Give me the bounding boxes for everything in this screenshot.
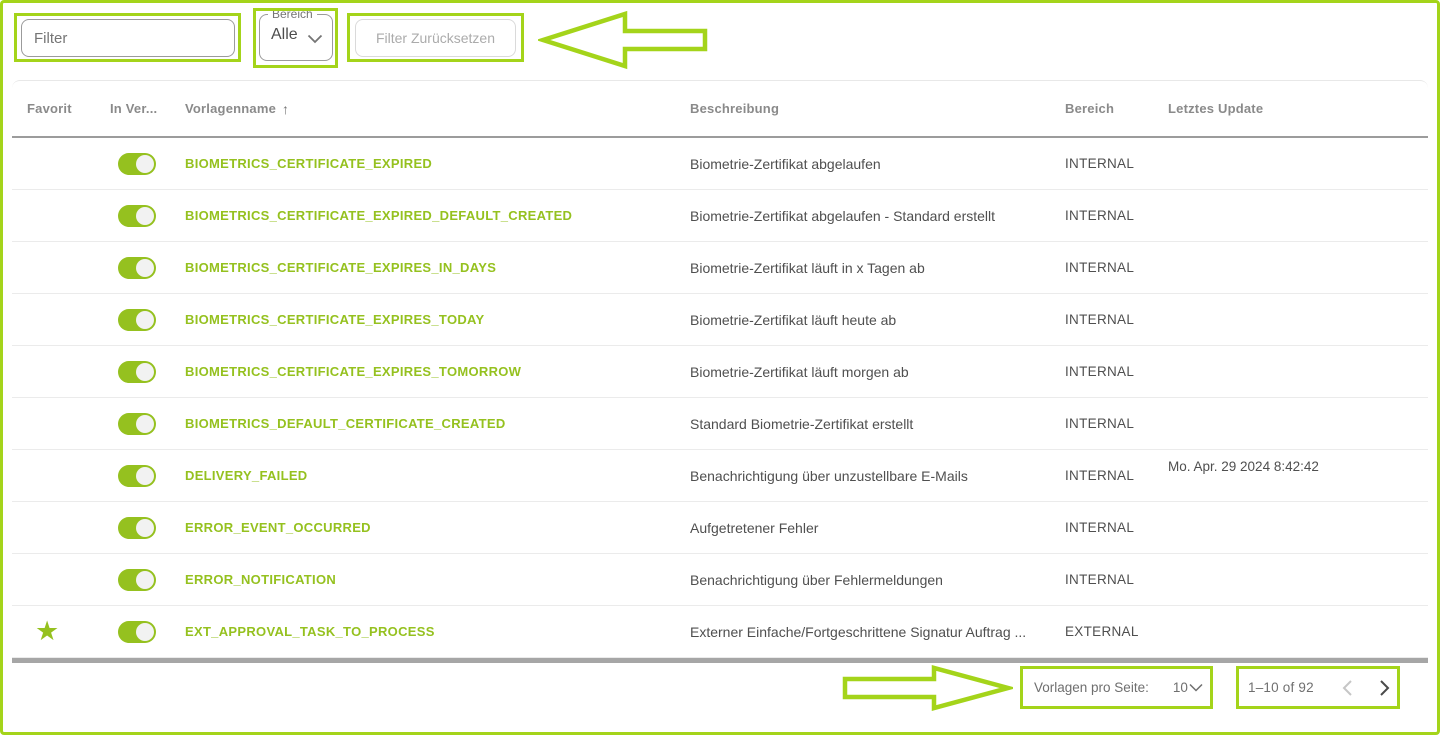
pager-control	[1236, 666, 1400, 709]
per-page-control	[1020, 666, 1213, 709]
row-bereich: INTERNAL	[1065, 520, 1135, 535]
in-use-toggle[interactable]	[118, 153, 156, 175]
row-bereich: INTERNAL	[1065, 260, 1135, 275]
template-name-link[interactable]: BIOMETRICS_CERTIFICATE_EXPIRES_TOMORROW	[185, 364, 522, 379]
row-description: Biometrie-Zertifikat abgelaufen	[690, 155, 881, 172]
pager-range-label: 1–10 of 92	[1248, 680, 1314, 695]
table-row[interactable]	[12, 398, 1428, 450]
row-letztes-update	[1168, 606, 1428, 615]
toggle-knob	[136, 623, 154, 641]
annotation-arrow-right-icon	[841, 664, 1013, 712]
in-use-toggle[interactable]	[118, 413, 156, 435]
row-bereich: INTERNAL	[1065, 572, 1135, 587]
row-letztes-update	[1168, 554, 1428, 563]
row-letztes-update	[1168, 502, 1428, 511]
column-header-beschreibung[interactable]: Beschreibung	[690, 101, 780, 116]
row-description: Benachrichtigung über Fehlermeldungen	[690, 571, 943, 588]
table-header-row	[12, 81, 1428, 138]
column-header-vorlagenname[interactable]: Vorlagenname ↑	[185, 100, 290, 117]
table-row[interactable]	[12, 190, 1428, 242]
in-use-toggle[interactable]	[118, 465, 156, 487]
table-row[interactable]	[12, 554, 1428, 606]
template-name-link[interactable]: EXT_APPROVAL_TASK_TO_PROCESS	[185, 624, 435, 639]
table-row[interactable]	[12, 606, 1428, 658]
table-row[interactable]	[12, 502, 1428, 554]
template-name-link[interactable]: DELIVERY_FAILED	[185, 468, 308, 483]
bereich-select-value: Alle	[271, 26, 298, 43]
row-letztes-update	[1168, 138, 1428, 147]
row-letztes-update	[1168, 242, 1428, 251]
column-header-favorit: Favorit	[27, 101, 72, 116]
row-description: Biometrie-Zertifikat läuft morgen ab	[690, 363, 909, 380]
row-description: Externer Einfache/Fortgeschrittene Signatur Auftrag ...	[690, 623, 1027, 640]
templates-table	[12, 80, 1428, 663]
table-row[interactable]	[12, 138, 1428, 190]
toggle-knob	[136, 259, 154, 277]
bereich-select-label: Bereich	[268, 7, 317, 21]
in-use-toggle[interactable]	[118, 309, 156, 331]
chevron-left-icon	[1342, 679, 1353, 697]
row-bereich: INTERNAL	[1065, 364, 1135, 379]
row-description: Aufgetretener Fehler	[690, 519, 819, 536]
row-bereich: EXTERNAL	[1065, 624, 1139, 639]
toggle-knob	[136, 519, 154, 537]
chevron-down-icon	[307, 34, 323, 44]
row-letztes-update	[1168, 294, 1428, 303]
row-letztes-update: Mo. Apr. 29 2024 8:42:42	[1168, 459, 1319, 474]
toggle-knob	[136, 363, 154, 381]
template-name-link[interactable]: BIOMETRICS_CERTIFICATE_EXPIRES_IN_DAYS	[185, 260, 497, 275]
row-bereich: INTERNAL	[1065, 208, 1135, 223]
in-use-toggle[interactable]	[118, 569, 156, 591]
row-letztes-update	[1168, 346, 1428, 355]
table-row[interactable]	[12, 346, 1428, 398]
row-description: Standard Biometrie-Zertifikat erstellt	[690, 415, 914, 432]
toggle-knob	[136, 467, 154, 485]
template-name-link[interactable]: BIOMETRICS_CERTIFICATE_EXPIRED_DEFAULT_CREATED	[185, 208, 573, 223]
favorite-star-icon[interactable]: ★	[35, 616, 60, 646]
row-bereich: INTERNAL	[1065, 416, 1135, 431]
sort-ascending-icon: ↑	[282, 100, 290, 117]
table-row[interactable]	[12, 450, 1428, 502]
row-description: Benachrichtigung über unzustellbare E-Mails	[690, 467, 968, 484]
template-name-link[interactable]: BIOMETRICS_CERTIFICATE_EXPIRED	[185, 156, 433, 171]
row-bereich: INTERNAL	[1065, 156, 1135, 171]
column-header-letztes-update[interactable]: Letztes Update	[1168, 101, 1264, 116]
row-letztes-update	[1168, 190, 1428, 199]
row-description: Biometrie-Zertifikat läuft in x Tagen ab	[690, 259, 925, 276]
reset-filter-button[interactable]: Filter Zurücksetzen	[355, 19, 516, 57]
row-bereich: INTERNAL	[1065, 468, 1135, 483]
in-use-toggle[interactable]	[118, 517, 156, 539]
toggle-knob	[136, 571, 154, 589]
previous-page-button[interactable]	[1342, 679, 1353, 697]
toggle-knob	[136, 311, 154, 329]
template-name-link[interactable]: ERROR_EVENT_OCCURRED	[185, 520, 371, 535]
chevron-right-icon	[1379, 679, 1390, 697]
row-bereich: INTERNAL	[1065, 312, 1135, 327]
toggle-knob	[136, 207, 154, 225]
row-description: Biometrie-Zertifikat abgelaufen - Standard erstellt	[690, 207, 996, 224]
in-use-toggle[interactable]	[118, 257, 156, 279]
toggle-knob	[136, 415, 154, 433]
table-row[interactable]	[12, 242, 1428, 294]
toggle-knob	[136, 155, 154, 173]
column-header-in-verwendung[interactable]: In Ver...	[110, 101, 158, 116]
template-name-link[interactable]: ERROR_NOTIFICATION	[185, 572, 337, 587]
next-page-button[interactable]	[1379, 679, 1390, 697]
column-header-bereich[interactable]: Bereich	[1065, 101, 1115, 116]
annotation-arrow-left-icon	[538, 9, 710, 71]
table-row[interactable]	[12, 294, 1428, 346]
per-page-label: Vorlagen pro Seite:	[1034, 680, 1149, 695]
chevron-down-icon	[1189, 683, 1203, 692]
in-use-toggle[interactable]	[118, 621, 156, 643]
table-body	[12, 138, 1428, 658]
filter-input[interactable]	[21, 19, 235, 57]
bereich-select[interactable]	[259, 7, 333, 61]
in-use-toggle[interactable]	[118, 205, 156, 227]
row-letztes-update	[1168, 398, 1428, 407]
horizontal-scrollbar[interactable]	[12, 658, 1428, 663]
template-name-link[interactable]: BIOMETRICS_CERTIFICATE_EXPIRES_TODAY	[185, 312, 485, 327]
in-use-toggle[interactable]	[118, 361, 156, 383]
template-name-link[interactable]: BIOMETRICS_DEFAULT_CERTIFICATE_CREATED	[185, 416, 506, 431]
row-description: Biometrie-Zertifikat läuft heute ab	[690, 311, 897, 328]
per-page-select[interactable]: 10	[1173, 680, 1203, 695]
